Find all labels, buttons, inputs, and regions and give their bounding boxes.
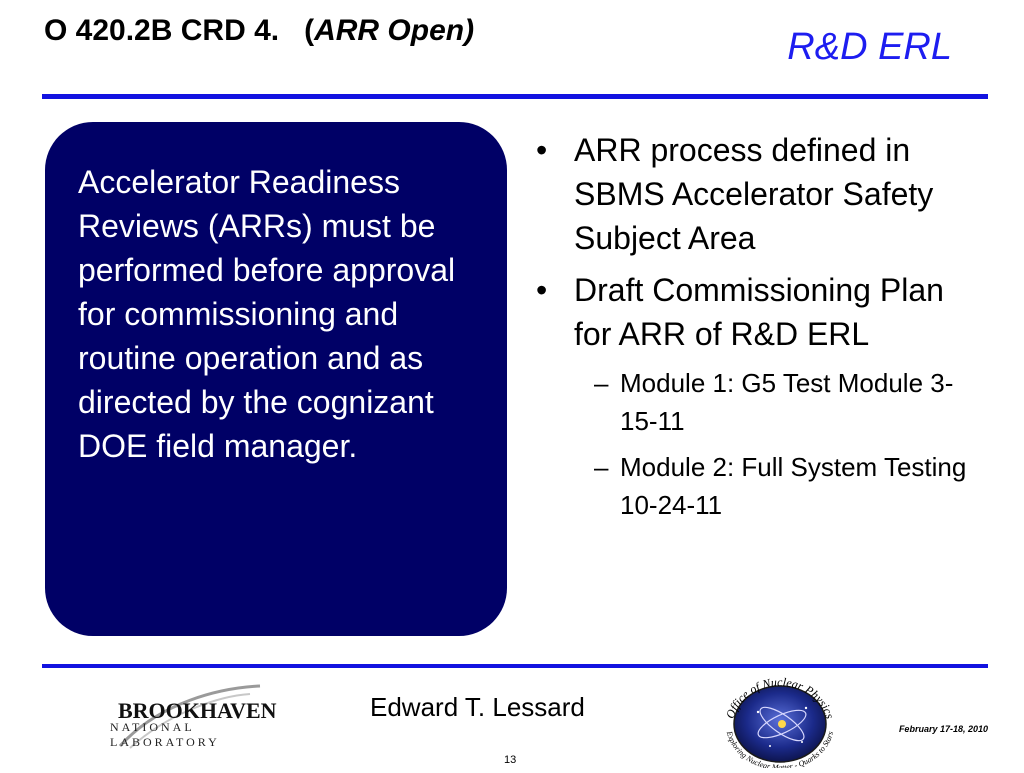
bullet-item <box>532 128 972 260</box>
sub-bullet-list <box>574 364 972 524</box>
bullet-item <box>532 268 972 524</box>
slide-title-main: O 420.2B CRD 4. ( <box>44 14 315 47</box>
sub-bullet-item: – Module 1: G5 Test Module 3-15-11 <box>574 364 972 440</box>
bullet-text: ARR process defined in SBMS Accelerator Safety Subject Area <box>574 132 934 256</box>
brookhaven-logo-bottom: NATIONAL LABORATORY <box>110 720 220 749</box>
slide-date: February 17-18, 2010 <box>898 724 988 734</box>
nuclear-physics-logo-top: Office of Nuclear Physics <box>722 674 838 721</box>
page-number: 13 <box>504 754 517 766</box>
callout-text: Accelerator Readiness Reviews (ARRs) must be performed before approval for commissioning and routine operation and as directed by the cognizant DOE field manager. <box>78 164 456 464</box>
bullet-text: Draft Commissioning Plan for ARR of R&D ERL <box>574 272 944 352</box>
bottom-divider <box>42 664 988 668</box>
callout-box <box>45 122 507 636</box>
top-divider <box>42 94 988 99</box>
presenter-name: Edward T. Lessard <box>370 692 585 722</box>
sub-bullet-item: – Module 2: Full System Testing 10-24-11 <box>574 448 972 524</box>
nuclear-physics-logo-bottom: Exploring Nuclear Matter - Quarks to Stars <box>724 730 836 768</box>
slide-title <box>44 14 474 48</box>
slide-title-italic: ARR Open) <box>314 14 475 47</box>
brookhaven-logo-top: BROOKHAVEN <box>118 698 277 723</box>
bullet-list <box>532 128 972 532</box>
nuclear-physics-logo <box>710 672 850 768</box>
slide-brand: R&D ERL <box>787 26 952 68</box>
brookhaven-logo <box>100 682 308 750</box>
nucleus-icon <box>778 720 786 728</box>
